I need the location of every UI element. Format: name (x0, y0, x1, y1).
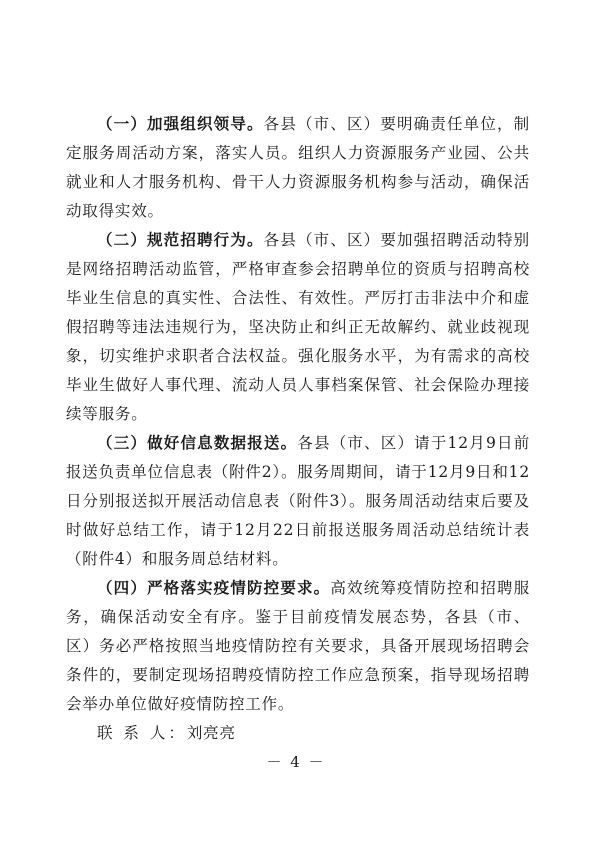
document-body (66, 110, 530, 748)
contact-label: 联 系 人： (97, 724, 187, 742)
paragraph-text: 各县（市、区）要明确责任单位，制定服务周活动方案，落实人员。组织人力资源服务产业园、公共就业和人才服务机构、骨干人力资源服务机构参与活动，确保活动取得实效。 (66, 115, 530, 220)
paragraph-heading: （一）加强组织领导。 (97, 115, 264, 133)
contact-line (66, 719, 530, 748)
paragraph-organization (66, 110, 530, 226)
paragraph-heading: （三）做好信息数据报送。 (97, 434, 298, 452)
paragraph-text: 各县（市、区）请于12月9日前报送负责单位信息表（附件2）。服务周期间，请于12月9日和12日分别报送拟开展活动信息表（附件3）。服务周活动结束后要及时做好总结工作，请于12月22日前报送服务周活动总结统计表（附件4）和服务周总结材料。 (66, 434, 530, 568)
page-number: － 4 － (266, 753, 326, 771)
paragraph-text: 高效统筹疫情防控和招聘服务，确保活动安全有序。鉴于目前疫情发展态势，各县（市、区）务必严格按照当地疫情防控有关要求，具备开展现场招聘会条件的，要制定现场招聘疫情防控工作应急预案，指导现场招聘会举办单位做好疫情防控工作。 (66, 579, 531, 713)
paragraph-heading: （二）规范招聘行为。 (97, 231, 264, 249)
contact-name: 刘亮亮 (186, 724, 236, 742)
paragraph-heading: （四）严格落实疫情防控要求。 (97, 579, 331, 597)
paragraph-text: 各县（市、区）要加强招聘活动特别是网络招聘活动监管，严格审查参会招聘单位的资质与招聘高校毕业生信息的真实性、合法性、有效性。严厉打击非法中介和虚假招聘等违法违规行为，坚决防止和纠正无故解约、就业歧视现象，切实维护求职者合法权益。强化服务水平，为有需求的高校毕业生做好人事代理、流动人员人事档案保管、社会保险办理接续等服务。 (66, 231, 530, 423)
paragraph-epidemic-control (66, 574, 530, 719)
paragraph-recruitment (66, 226, 530, 429)
paragraph-data-reporting (66, 429, 530, 574)
